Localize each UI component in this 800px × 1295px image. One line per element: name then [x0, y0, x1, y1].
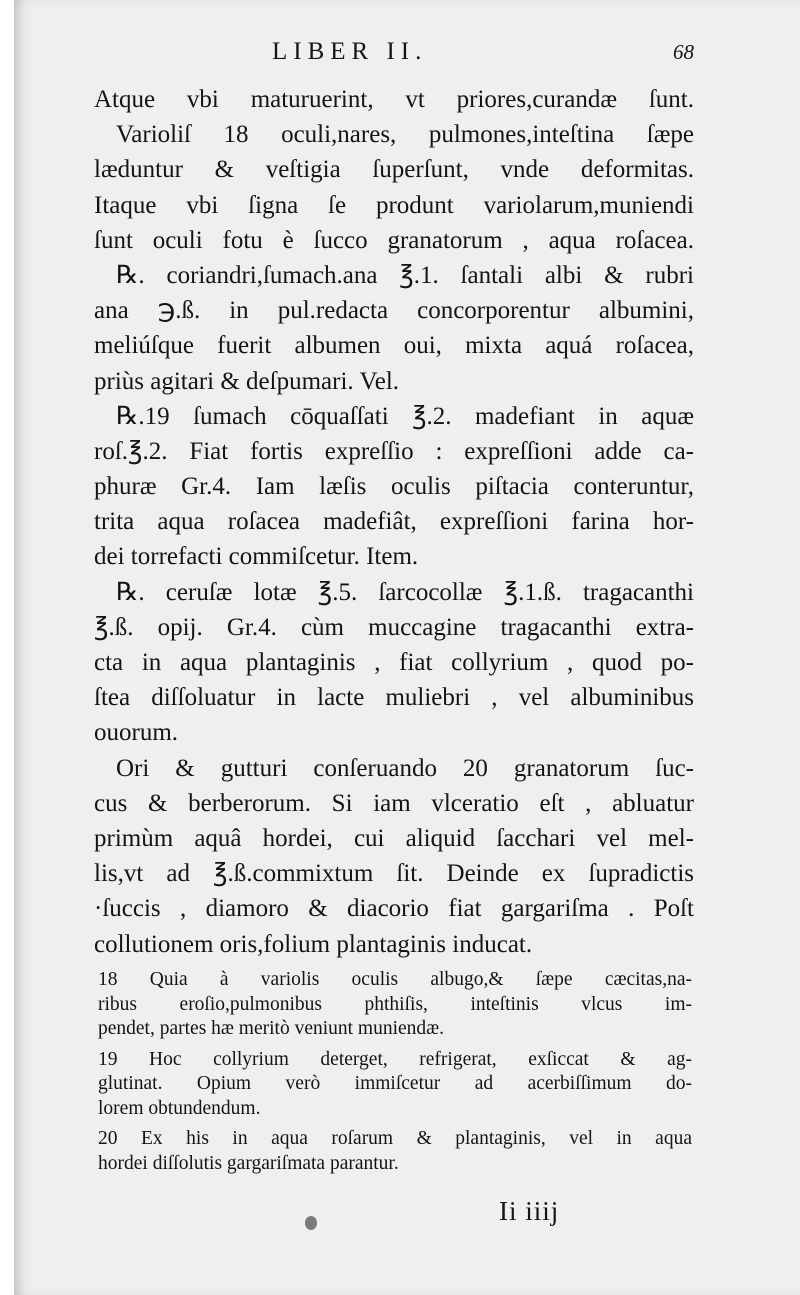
text-line: primùm aquâ hordei, cui aliquid ſacchari vel mel-: [94, 824, 694, 852]
text-line: cus & berberorum. Si iam vlceratio eſt , abluatur: [94, 789, 694, 817]
text-line: phuræ Gr.4. Iam læſis oculis piſtacia conteruntur,: [94, 473, 694, 501]
text-line: Varioliſ 18 oculi,nares, pulmones,inteſtina ſæpe: [116, 121, 694, 149]
main-text: [94, 82, 694, 962]
text-line: læduntur & veſtigia ſuperſunt, vnde deformitas.: [94, 156, 694, 184]
footnote: [98, 1048, 692, 1122]
text-line: collutionem oris,folium plantaginis inducat.: [94, 930, 533, 958]
text-line: roſ.℥.2. Fiat fortis expreſſio : expreſſioni adde ca-: [94, 437, 694, 465]
text-line: ouorum.: [94, 719, 179, 747]
text-line: ℞. ceruſæ lotæ ℥.5. ſarcocollæ ℥.1.ß. tragacanthi: [116, 578, 694, 606]
text-line: ℞. coriandri,ſumach.ana ℥.1. ſantali albi & rubri: [116, 261, 694, 289]
text-line: lis,vt ad ℥.ß.commixtum ſit. Deinde ex ſupradictis: [94, 860, 694, 888]
footnote-line: 18 Quia à variolis oculis albugo,& ſæpe cæcitas,na-: [98, 969, 692, 990]
text-line: ℥.ß. opij. Gr.4. cùm muccagine tragacanthi extra-: [94, 613, 694, 641]
footnote-line: pendet, partes hæ meritò veniunt muniendæ.: [98, 1018, 445, 1039]
text-line: priùs agitari & deſpumari. Vel.: [94, 367, 400, 395]
text-line: ſunt oculi fotu è ſucco granatorum , aqua roſacea.: [94, 226, 694, 254]
footnote-line: 19 Hoc collyrium deterget, refrigerat, exſiccat & ag-: [98, 1048, 692, 1070]
page-edge: [0, 0, 14, 1295]
footnote-line: 20 Ex his in aqua roſarum & plantaginis, vel in aqua: [98, 1128, 692, 1149]
footnote-line: hordei diſſolutis gargariſmata parantur.: [98, 1152, 399, 1174]
running-head: [94, 38, 694, 74]
footnote-line: lorem obtundendum.: [98, 1097, 261, 1119]
running-title: LIBER II.: [272, 38, 428, 65]
text-line: Itaque vbi ſigna ſe produnt variolarum,muniendi: [94, 191, 694, 219]
text-line: dei torrefacti commiſcetur. Item.: [94, 543, 419, 571]
page-number: 68: [673, 40, 694, 64]
text-line: trita aqua roſacea madefiât, expreſſioni farina hor-: [94, 508, 694, 536]
text-line: Ori & gutturi conſeruando 20 granatorum ſuc-: [116, 754, 694, 782]
footnote-line: ribus eroſio,pulmonibus phthiſis, inteſtinis vlcus im-: [98, 993, 692, 1015]
signature-mark: Ii iiij: [499, 1196, 560, 1226]
text-line: ℞.19 ſumach cōquaſſati ℥.2. madefiant in aquæ: [116, 402, 694, 430]
footnote: [98, 1127, 692, 1176]
footnote: [98, 968, 692, 1042]
text-line: ·ſuccis , diamoro & diacorio fiat gargariſma . Poſt: [94, 895, 694, 923]
text-line: ſtea diſſoluatur in lacte muliebri , vel albuminibus: [94, 684, 694, 712]
text-line: cta in aqua plantaginis , fiat collyrium , quod po-: [94, 649, 694, 676]
text-line: meliúſque fuerit albumen oui, mixta aquá roſacea,: [94, 332, 694, 360]
footnote-line: glutinat. Opium verò immiſcetur ad acerbiſſimum do-: [98, 1073, 692, 1094]
text-line: ana ℈.ß. in pul.redacta concorporentur albumini,: [94, 297, 694, 325]
ink-blot: [305, 1216, 317, 1230]
book-page: [14, 0, 800, 1295]
text-line: Atque vbi maturuerint, vt priores,curandæ ſunt.: [94, 86, 694, 113]
footnotes: [98, 968, 692, 1176]
